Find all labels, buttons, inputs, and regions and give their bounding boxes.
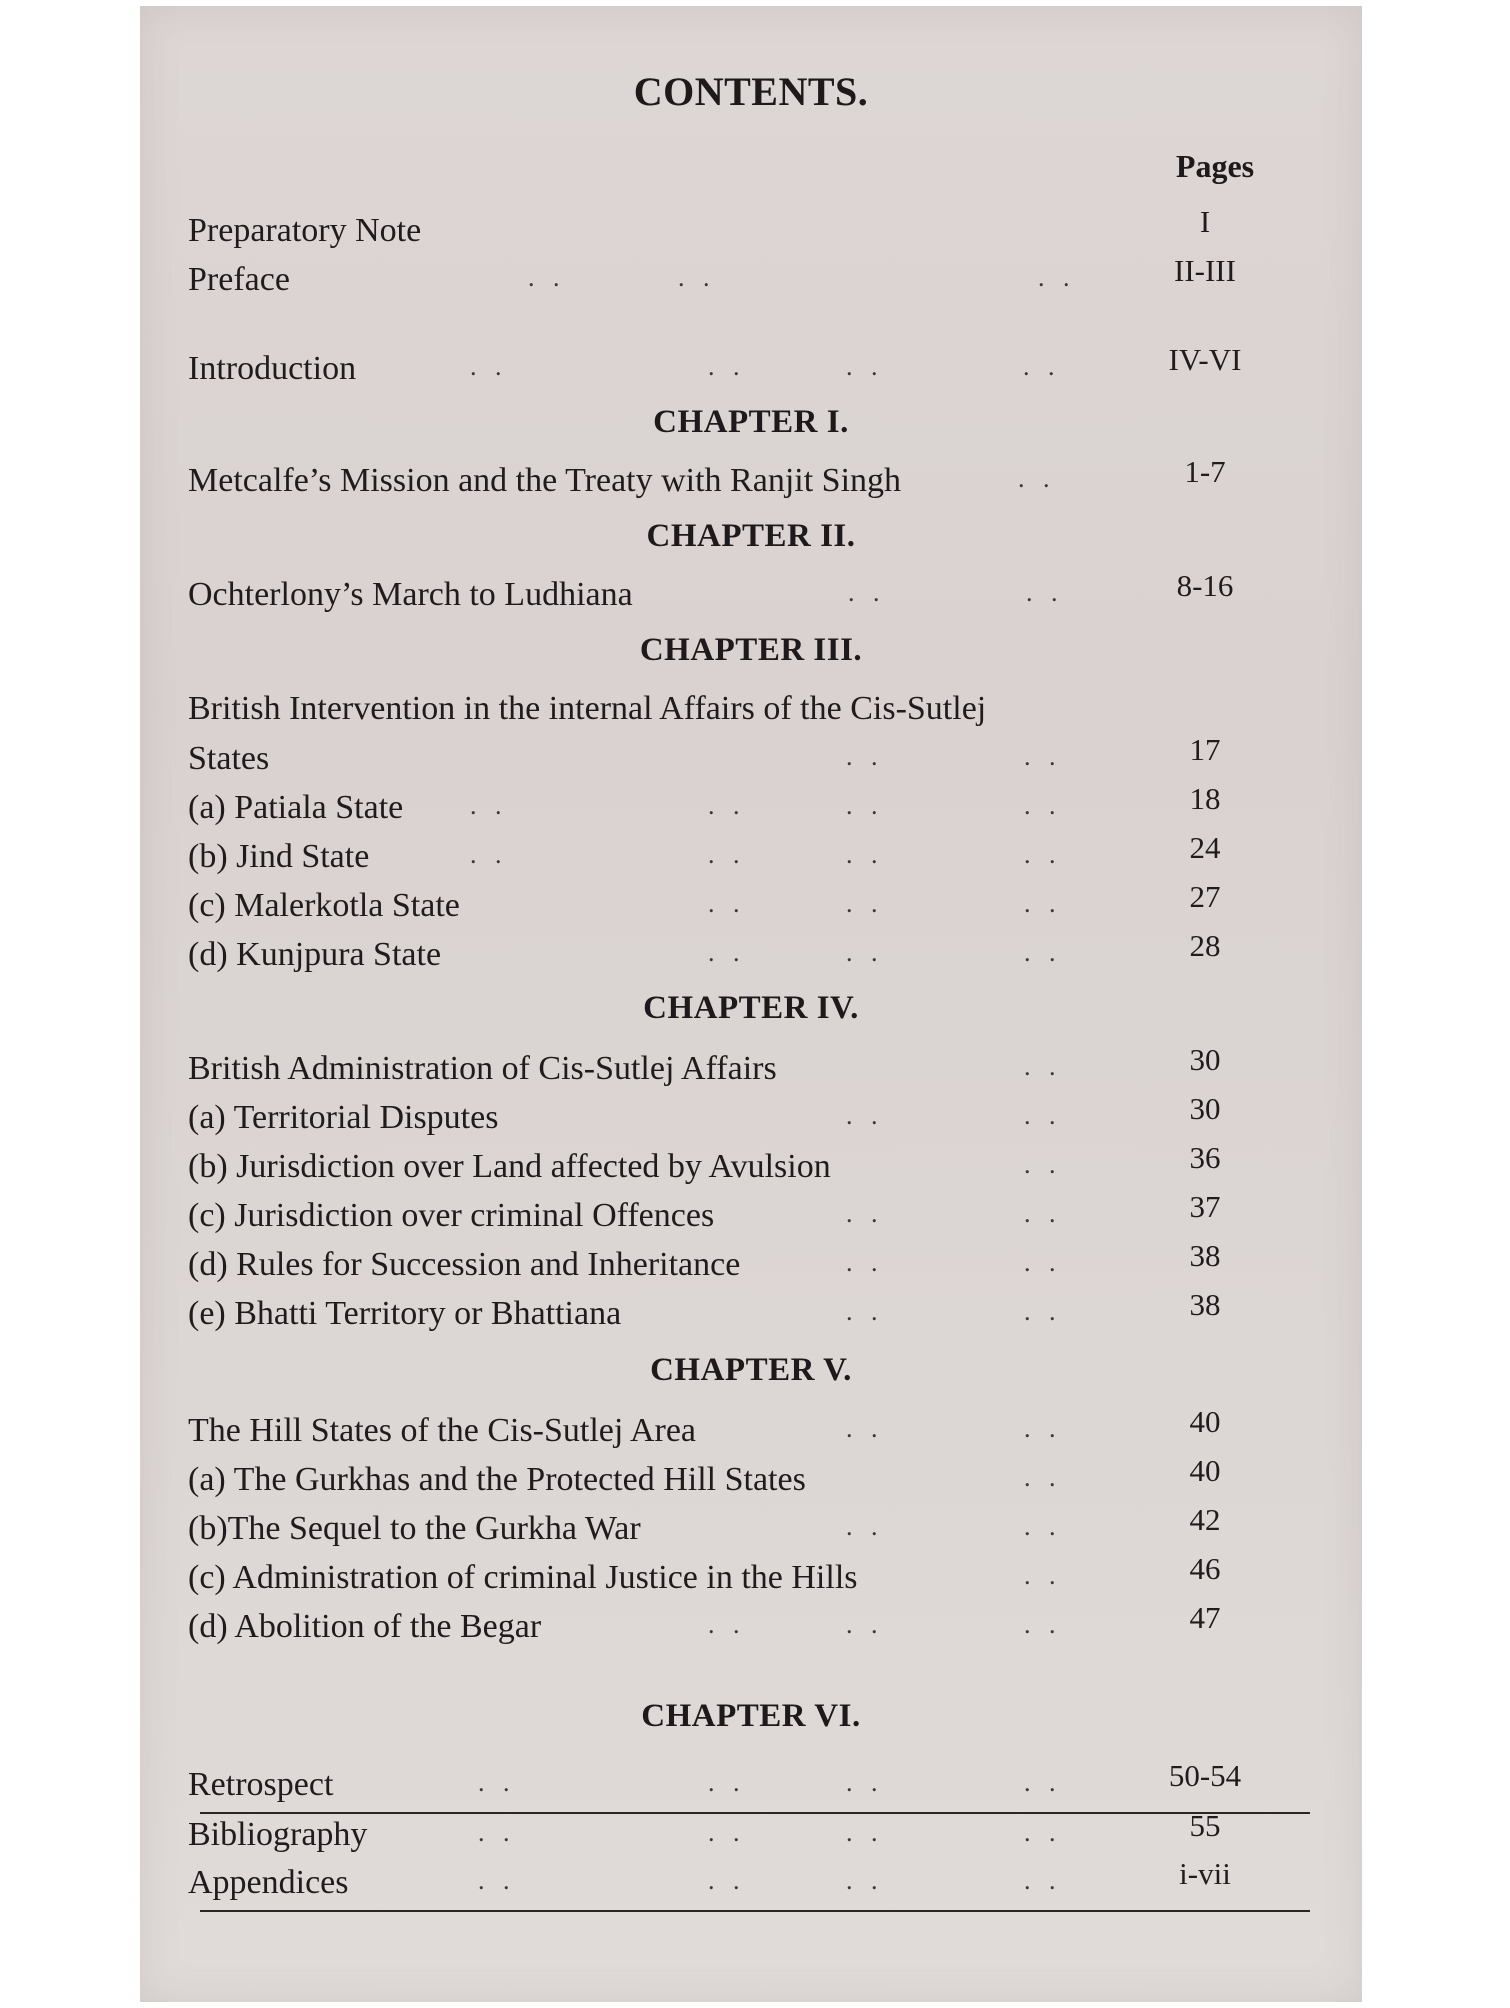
dot-leader: . . (478, 1866, 516, 1895)
toc-entry-label: (b)The Sequel to the Gurkha War (188, 1510, 641, 1547)
dot-leader: . . (1024, 1866, 1062, 1895)
dot-leader: . . (708, 1610, 746, 1639)
dot-leader: . . (846, 889, 884, 918)
toc-entry-page: 47 (1189, 1600, 1221, 1635)
dot-leader: . . (470, 840, 508, 869)
toc-entry-page: 42 (1189, 1502, 1221, 1537)
dot-leader: . . (1024, 1052, 1062, 1081)
toc-entry (188, 253, 1270, 305)
toc-entry-label: (c) Malerkotla State (188, 887, 460, 924)
toc-entry (188, 1758, 1270, 1810)
dot-leader: . . (846, 938, 884, 967)
toc-entry (188, 1140, 1270, 1192)
dot-leader: . . (1024, 1512, 1062, 1541)
dot-leader: . . (708, 840, 746, 869)
dot-leader: . . (708, 1866, 746, 1895)
toc-entry (188, 1551, 1270, 1603)
dot-leader: . . (846, 1866, 884, 1895)
dot-leader: . . (708, 938, 746, 967)
toc-entry-page: 40 (1189, 1404, 1221, 1439)
toc-entry-label: Retrospect (188, 1766, 334, 1803)
toc-entry-label: Metcalfe’s Mission and the Treaty with Ranjit Singh (188, 462, 902, 499)
chapter-heading: CHAPTER V. (650, 1352, 852, 1388)
toc-entry-page: 38 (1189, 1287, 1221, 1322)
toc-entry (188, 454, 1270, 506)
dot-leader: . . (846, 352, 884, 381)
toc-entry-page: 8-16 (1176, 568, 1234, 603)
dot-leader: . . (478, 1768, 516, 1797)
dot-leader: . . (1023, 352, 1061, 381)
toc-entry-label: (a) Patiala State (188, 789, 404, 826)
dot-leader: . . (708, 352, 746, 381)
toc-entry-label: (d) Rules for Succession and Inheritance (188, 1246, 741, 1283)
toc-entry (188, 879, 1270, 931)
dot-leader: . . (846, 1101, 884, 1130)
dot-leader: . . (708, 791, 746, 820)
dot-leader: . . (1024, 1818, 1062, 1847)
toc-entry (188, 1453, 1270, 1505)
toc-entry-label: Preface (188, 261, 290, 298)
toc-entry (188, 781, 1270, 833)
dot-leader: . . (1024, 938, 1062, 967)
dot-leader: . . (1024, 1414, 1062, 1443)
toc-entry-page: 46 (1189, 1551, 1221, 1586)
toc-entry-page: 55 (1189, 1808, 1221, 1843)
toc-entry-label: Appendices (188, 1864, 349, 1901)
dot-leader: . . (1024, 742, 1062, 771)
toc-entry (188, 204, 1270, 256)
toc-entry-page: 38 (1189, 1238, 1221, 1273)
toc-entry (188, 1287, 1270, 1339)
chapter-heading: CHAPTER IV. (643, 990, 859, 1026)
dot-leader: . . (846, 1610, 884, 1639)
chapter-heading: CHAPTER III. (639, 632, 863, 668)
dot-leader: . . (708, 1768, 746, 1797)
dot-leader: . . (1018, 464, 1056, 493)
toc-entry-page: 30 (1189, 1091, 1221, 1126)
toc-entry-page: 30 (1189, 1042, 1221, 1077)
toc-entry-label: British Administration of Cis-Sutlej Affairs (188, 1050, 777, 1087)
dot-leader: . . (1026, 578, 1064, 607)
dot-leader: . . (846, 1199, 884, 1228)
toc-entry-label: Bibliography (188, 1816, 368, 1853)
dot-leader: . . (846, 1768, 884, 1797)
toc-entry-page: 17 (1189, 732, 1221, 767)
dot-leader: . . (1024, 1768, 1062, 1797)
dot-leader: . . (1024, 1150, 1062, 1179)
dot-leader: . . (846, 1818, 884, 1847)
toc-entry-page: 37 (1189, 1189, 1221, 1224)
toc-entry-label: (b) Jurisdiction over Land affected by Avulsion (188, 1148, 831, 1185)
toc-entry (188, 690, 1270, 734)
toc-entry-page: 36 (1189, 1140, 1221, 1175)
toc-entry (188, 1189, 1270, 1241)
dot-leader: . . (678, 263, 716, 292)
dot-leader: . . (708, 889, 746, 918)
toc-entry-label: (d) Kunjpura State (188, 936, 442, 973)
hand-drawn-underline (200, 1910, 1310, 1912)
toc-entry (188, 1238, 1270, 1290)
dot-leader: . . (846, 791, 884, 820)
dot-leader: . . (848, 578, 886, 607)
toc-entry-page: 24 (1189, 830, 1221, 865)
toc-entry-label: British Intervention in the internal Affairs of the Cis-Sutlej (188, 690, 987, 727)
dot-leader: . . (1024, 1463, 1062, 1492)
toc-entry (188, 732, 1270, 784)
toc-entry-label: (c) Administration of criminal Justice in the Hills (188, 1559, 858, 1596)
toc-entry-label: (b) Jind State (188, 838, 370, 875)
toc-entry-label: (e) Bhatti Territory or Bhattiana (188, 1295, 622, 1332)
dot-leader: . . (846, 840, 884, 869)
toc-entry (188, 1404, 1270, 1456)
toc-entry-label: (a) The Gurkhas and the Protected Hill States (188, 1461, 806, 1498)
dot-leader: . . (846, 742, 884, 771)
toc-entry (188, 342, 1270, 394)
toc-entry (188, 1600, 1270, 1652)
dot-leader: . . (1024, 889, 1062, 918)
dot-leader: . . (846, 1414, 884, 1443)
toc-entry-label: States (188, 740, 270, 777)
dot-leader: . . (478, 1818, 516, 1847)
toc-entry-label: Ochterlony’s March to Ludhiana (188, 576, 633, 613)
toc-entry-page: IV-VI (1168, 342, 1242, 377)
dot-leader: . . (1024, 1610, 1062, 1639)
dot-leader: . . (470, 352, 508, 381)
toc-entry (188, 928, 1270, 980)
dot-leader: . . (1024, 1248, 1062, 1277)
toc-entry-label: The Hill States of the Cis-Sutlej Area (188, 1412, 697, 1449)
toc-entry-page: 27 (1189, 879, 1221, 914)
toc-entry-page: II-III (1174, 253, 1236, 288)
toc-entry-label: (c) Jurisdiction over criminal Offences (188, 1197, 715, 1234)
dot-leader: . . (1024, 1561, 1062, 1590)
dot-leader: . . (1024, 1101, 1062, 1130)
toc-entry-page: I (1199, 204, 1211, 239)
toc-entry (188, 1091, 1270, 1143)
toc-entry-page: 28 (1189, 928, 1221, 963)
toc-entry-label: Introduction (188, 350, 357, 387)
dot-leader: . . (528, 263, 566, 292)
toc-entry-label: (a) Territorial Disputes (188, 1099, 499, 1136)
dot-leader: . . (708, 1818, 746, 1847)
dot-leader: . . (1038, 263, 1076, 292)
toc-entry-label: (d) Abolition of the Begar (188, 1608, 542, 1645)
page-title: CONTENTS. (633, 69, 869, 114)
toc-entry-page: 40 (1189, 1453, 1221, 1488)
dot-leader: . . (846, 1248, 884, 1277)
toc-entry-page: 1-7 (1184, 454, 1226, 489)
chapter-heading: CHAPTER VI. (641, 1698, 861, 1734)
chapter-heading: CHAPTER I. (653, 404, 849, 440)
toc-entry (188, 568, 1270, 620)
toc-entry (188, 1808, 1270, 1860)
toc-entry-label: Preparatory Note (188, 212, 422, 249)
dot-leader: . . (1024, 791, 1062, 820)
toc-entry (188, 1856, 1270, 1908)
dot-leader: . . (1024, 840, 1062, 869)
toc-entry (188, 1042, 1270, 1094)
toc-entry-page: i-vii (1179, 1856, 1231, 1891)
toc-entry-page: 18 (1189, 781, 1221, 816)
dot-leader: . . (470, 791, 508, 820)
toc-entry-page: 50-54 (1168, 1758, 1242, 1793)
chapter-heading: CHAPTER II. (646, 518, 856, 554)
dot-leader: . . (846, 1512, 884, 1541)
dot-leader: . . (1024, 1199, 1062, 1228)
dot-leader: . . (846, 1297, 884, 1326)
toc-entry (188, 830, 1270, 882)
toc-entry (188, 1502, 1270, 1554)
pages-column-header: Pages (1175, 148, 1255, 184)
dot-leader: . . (1024, 1297, 1062, 1326)
